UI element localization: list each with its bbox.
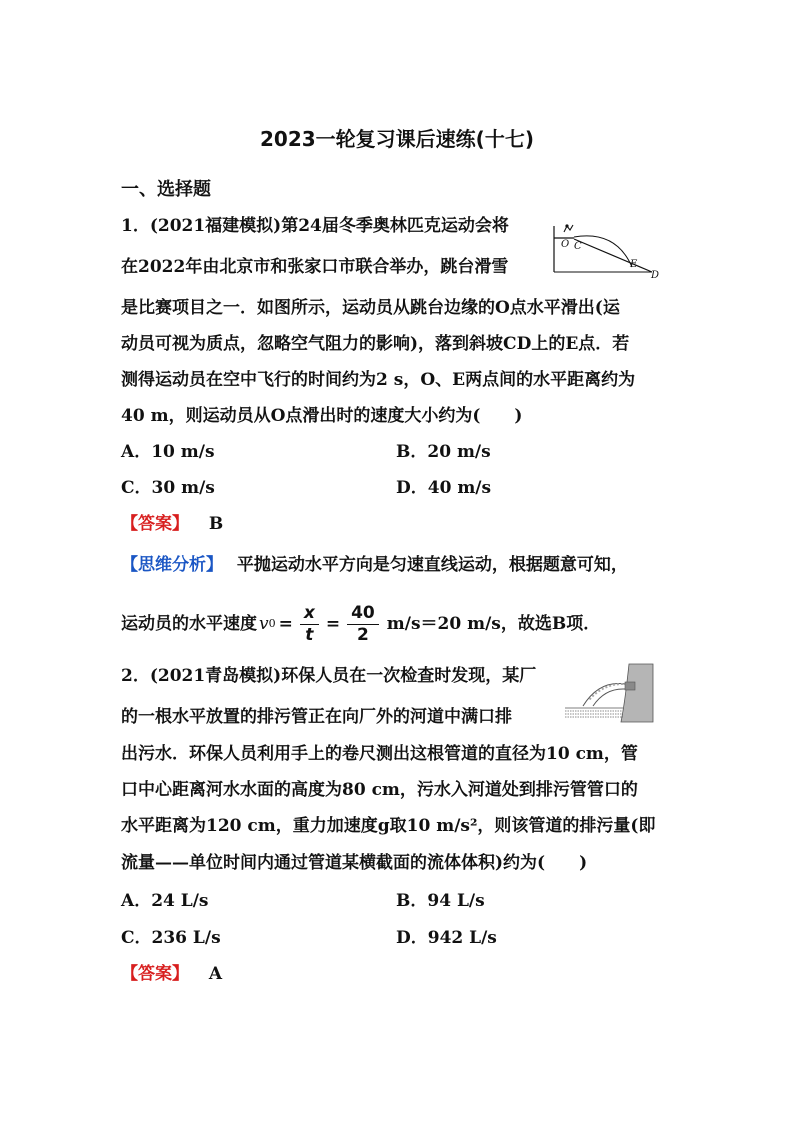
answer-value: B (208, 514, 224, 534)
factory-wall (621, 664, 653, 722)
q2-option-d: D．942 L/s (396, 928, 497, 948)
ski-jump-figure (548, 222, 660, 280)
pipe-outlet (625, 682, 635, 690)
q1-answer (121, 512, 223, 536)
label-d: D (651, 270, 660, 280)
q1-analysis-line-2 (121, 598, 600, 650)
drain-pipe-figure (563, 662, 657, 724)
q2-line-3: 出污水．环保人员利用手上的卷尺测出这根管道的直径为10 cm，管 (121, 744, 638, 764)
q2-line-6: 流量——单位时间内通过管道某横截面的流体体积)约为( ) (121, 853, 588, 873)
answer-label: 【答案】 (121, 964, 189, 984)
skier-head-icon (565, 224, 568, 227)
q1-line-1: 1．(2021福建模拟)第24届冬季奥林匹克运动会将 (121, 216, 509, 236)
equals-1: = (278, 614, 293, 634)
answer-label: 【答案】 (121, 514, 189, 534)
fraction-numerator: x (300, 603, 319, 625)
q1-line-3: 是比赛项目之一．如图所示，运动员从跳台边缘的O点水平滑出(运 (121, 298, 620, 318)
q2-answer (121, 962, 222, 986)
page-title: 2023一轮复习课后速练(十七) (260, 127, 534, 151)
q2-line-5: 水平距离为120 cm，重力加速度g取10 m/s²，则该管道的排污量(即 (121, 816, 656, 836)
fraction-numerator: 40 (347, 603, 379, 625)
velocity-subscript: 0 (268, 617, 276, 630)
q1-line-2: 在2022年由北京市和张家口市联合举办，跳台滑雪 (121, 257, 509, 277)
section-heading: 一、选择题 (121, 179, 211, 200)
q1-line-4: 动员可视为质点，忽略空气阻力的影响)，落到斜坡CD上的E点．若 (121, 334, 630, 354)
q2-line-4: 口中心距离河水水面的高度为80 cm，污水入河道处到排污管管口的 (121, 780, 638, 800)
fraction-denominator: t (305, 624, 314, 645)
fraction-x-over-t (300, 603, 319, 646)
fraction-denominator: 2 (356, 624, 369, 645)
analysis-pre: 运动员的水平速度 (121, 614, 257, 634)
q2-option-c: C．236 L/s (121, 928, 221, 948)
water-arc-lower (593, 689, 625, 706)
label-e: E (630, 259, 638, 270)
q2-line-1: 2．(2021青岛模拟)环保人员在一次检查时发现，某厂 (121, 666, 537, 686)
answer-value: A (208, 964, 223, 984)
label-o: O (561, 239, 570, 250)
q1-option-a: A．10 m/s (121, 442, 215, 462)
q1-line-5: 测得运动员在空中飞行的时间约为2 s，O、E两点间的水平距离约为 (121, 370, 636, 390)
analysis-label: 【思维分析】 (121, 555, 223, 575)
q1-option-c: C．30 m/s (121, 478, 215, 498)
fraction-40-over-2 (347, 603, 379, 646)
equals-2: = (325, 614, 341, 634)
q2-line-2: 的一根水平放置的排污管正在向厂外的河道中满口排 (121, 707, 512, 727)
q1-analysis-line-1 (121, 553, 628, 577)
label-c: C (574, 241, 582, 252)
q1-option-d: D．40 m/s (396, 478, 492, 498)
velocity-symbol: v (259, 614, 269, 634)
analysis-post: m/s＝20 m/s，故选B项． (386, 614, 601, 634)
slope-cd (574, 239, 652, 272)
analysis-text: 平抛运动水平方向是匀速直线运动，根据题意可知， (236, 555, 628, 575)
q1-line-6: 40 m，则运动员从O点滑出时的速度大小约为( ) (121, 406, 523, 426)
q2-option-b: B．94 L/s (396, 891, 485, 911)
q2-option-a: A．24 L/s (121, 891, 209, 911)
q1-option-b: B．20 m/s (396, 442, 491, 462)
